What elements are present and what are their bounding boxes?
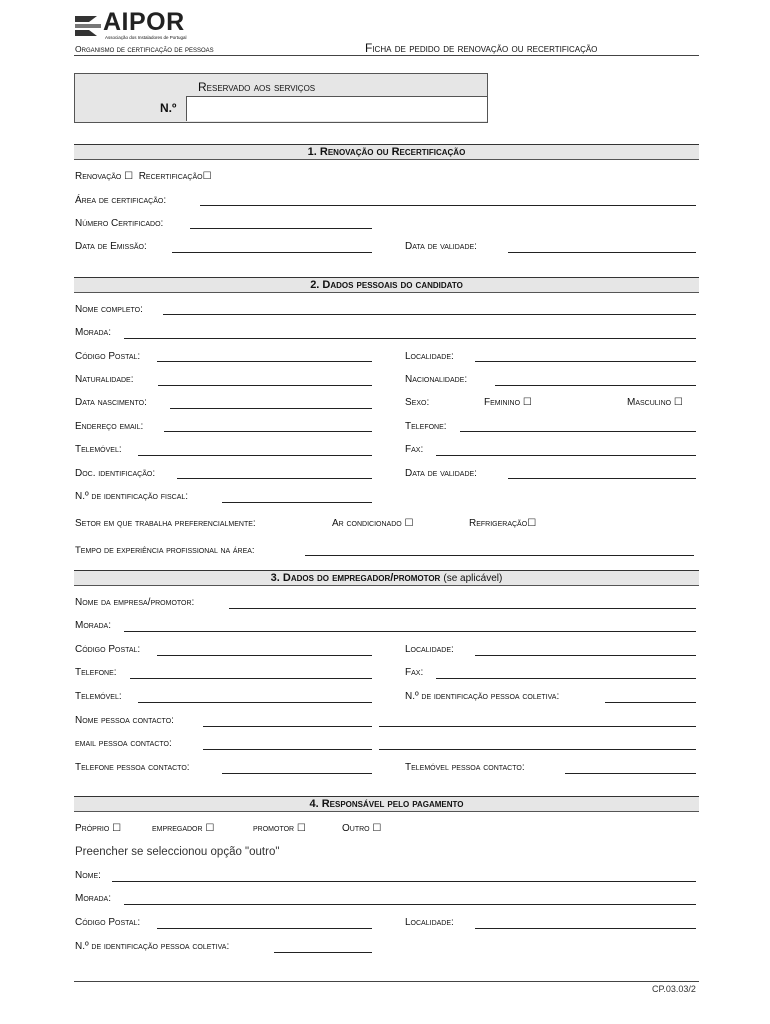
codigo-postal-label: Código Postal: <box>75 351 141 362</box>
telemovel-contacto-label: Telemóvel pessoa contacto: <box>405 762 525 773</box>
telefone-field[interactable] <box>460 431 696 432</box>
telemovel-contacto-field[interactable] <box>565 773 696 774</box>
email-contacto-label: email pessoa contacto: <box>75 738 172 749</box>
footer-code: CP.03.03/2 <box>652 984 696 994</box>
nome-field[interactable] <box>163 314 696 315</box>
empresa-telemovel-label: Telemóvel: <box>75 691 122 702</box>
reserved-number-label: N.º <box>160 101 177 115</box>
setor-label: Setor em que trabalha preferencialmente: <box>75 518 256 529</box>
empregador-option[interactable]: empregador ☐ <box>152 823 215 834</box>
ar-condicionado-option[interactable]: Ar condicionado ☐ <box>332 518 414 529</box>
area-label: Área de certificação: <box>75 195 167 206</box>
sexo-label: Sexo: <box>405 397 430 408</box>
outro-note: Preencher se seleccionou opção "outro" <box>75 846 280 858</box>
empresa-localidade-field[interactable] <box>475 655 696 656</box>
nif-field[interactable] <box>222 502 372 503</box>
empresa-localidade-label: Localidade: <box>405 644 454 655</box>
reserved-number-field[interactable] <box>186 96 487 121</box>
nif-label: N.º de identificação fiscal: <box>75 491 189 502</box>
feminino-option[interactable]: Feminino ☐ <box>484 397 532 408</box>
logo-mark-icon <box>75 14 101 38</box>
nome-contacto-label: Nome pessoa contacto: <box>75 715 174 726</box>
empresa-morada-field[interactable] <box>124 631 696 632</box>
pagamento-cp-label: Código Postal: <box>75 917 141 928</box>
naturalidade-field[interactable] <box>158 385 372 386</box>
logo-subtitle: Associação dos Instaladores de Portugal <box>105 35 187 40</box>
proprio-option[interactable]: Próprio ☐ <box>75 823 122 834</box>
telefone-label: Telefone: <box>405 421 447 432</box>
doc-validade-label: Data de validade: <box>405 468 477 479</box>
doc-field[interactable] <box>177 478 372 479</box>
numero-label: Número Certificado: <box>75 218 164 229</box>
tempo-label: Tempo de experiência profissional na área: <box>75 545 255 556</box>
nacionalidade-field[interactable] <box>495 385 696 386</box>
doc-validade-field[interactable] <box>508 478 696 479</box>
masculino-option[interactable]: Masculino ☐ <box>627 397 683 408</box>
empresa-telefone-field[interactable] <box>130 678 372 679</box>
empresa-nipc-label: N.º de identificação pessoa coletiva: <box>405 691 560 702</box>
reserved-title: Reservado aos serviços <box>198 80 316 94</box>
section2-title: 2. Dados pessoais do candidato <box>74 277 699 293</box>
outro-option[interactable]: Outro ☐ <box>342 823 382 834</box>
nome-label: Nome completo: <box>75 304 143 315</box>
footer-divider <box>74 981 699 982</box>
pagamento-morada-label: Morada: <box>75 893 112 904</box>
telemovel-label: Telemóvel: <box>75 444 122 455</box>
empresa-telemovel-field[interactable] <box>138 702 372 703</box>
email-contacto-field-2[interactable] <box>379 749 696 750</box>
nacionalidade-label: Nacionalidade: <box>405 374 468 385</box>
email-label: Endereço email: <box>75 421 144 432</box>
data-emissao-field[interactable] <box>172 252 372 253</box>
data-nascimento-label: Data nascimento: <box>75 397 147 408</box>
data-validade-label: Data de validade: <box>405 241 477 252</box>
section3-title: 3. Dados do empregador/promotor (se aplicável) <box>74 570 699 586</box>
section4-title: 4. Responsável pelo pagamento <box>74 796 699 812</box>
pagamento-cp-field[interactable] <box>157 928 372 929</box>
nome-contacto-field-2[interactable] <box>379 726 696 727</box>
morada-label: Morada: <box>75 327 112 338</box>
telefone-contacto-label: Telefone pessoa contacto: <box>75 762 190 773</box>
empresa-telefone-label: Telefone: <box>75 667 117 678</box>
org-name: Organismo de certificação de pessoas <box>75 44 214 54</box>
empresa-morada-label: Morada: <box>75 620 112 631</box>
nome-contacto-field[interactable] <box>203 726 372 727</box>
doc-label: Doc. identificação: <box>75 468 156 479</box>
localidade-field[interactable] <box>475 361 696 362</box>
promotor-option[interactable]: promotor ☐ <box>253 823 306 834</box>
fax-field[interactable] <box>436 455 696 456</box>
data-emissao-label: Data de Emissão: <box>75 241 147 252</box>
pagamento-nipc-label: N.º de identificação pessoa coletiva: <box>75 941 230 952</box>
codigo-postal-field[interactable] <box>157 361 372 362</box>
empresa-fax-field[interactable] <box>436 678 696 679</box>
data-validade-field[interactable] <box>508 252 696 253</box>
renovacao-option[interactable]: Renovação ☐ Recertificação☐ <box>75 171 212 182</box>
empresa-cp-field[interactable] <box>157 655 372 656</box>
nome-empresa-field[interactable] <box>229 608 696 609</box>
logo <box>75 8 205 40</box>
email-contacto-field[interactable] <box>203 749 372 750</box>
pagamento-nome-label: Nome: <box>75 870 101 881</box>
area-field[interactable] <box>200 205 696 206</box>
data-nascimento-field[interactable] <box>170 408 372 409</box>
localidade-label: Localidade: <box>405 351 454 362</box>
telefone-contacto-field[interactable] <box>222 773 372 774</box>
refrigeracao-option[interactable]: Refrigeração☐ <box>469 518 537 529</box>
nome-empresa-label: Nome da empresa/promotor: <box>75 597 195 608</box>
section1-title: 1. Renovação ou Recertificação <box>74 144 699 160</box>
empresa-cp-label: Código Postal: <box>75 644 141 655</box>
pagamento-morada-field[interactable] <box>124 904 696 905</box>
empresa-nipc-field[interactable] <box>605 702 696 703</box>
pagamento-localidade-field[interactable] <box>475 928 696 929</box>
morada-field[interactable] <box>124 338 696 339</box>
tempo-field[interactable] <box>305 555 694 556</box>
pagamento-localidade-label: Localidade: <box>405 917 454 928</box>
email-field[interactable] <box>164 431 372 432</box>
form-title: Ficha de pedido de renovação ou recertificação <box>365 41 598 55</box>
header-divider <box>74 55 699 56</box>
pagamento-nipc-field[interactable] <box>274 952 372 953</box>
naturalidade-label: Naturalidade: <box>75 374 134 385</box>
numero-field[interactable] <box>190 228 372 229</box>
fax-label: Fax: <box>405 444 424 455</box>
telemovel-field[interactable] <box>138 455 372 456</box>
logo-name: AIPOR <box>103 8 185 36</box>
empresa-fax-label: Fax: <box>405 667 424 678</box>
pagamento-nome-field[interactable] <box>112 881 696 882</box>
